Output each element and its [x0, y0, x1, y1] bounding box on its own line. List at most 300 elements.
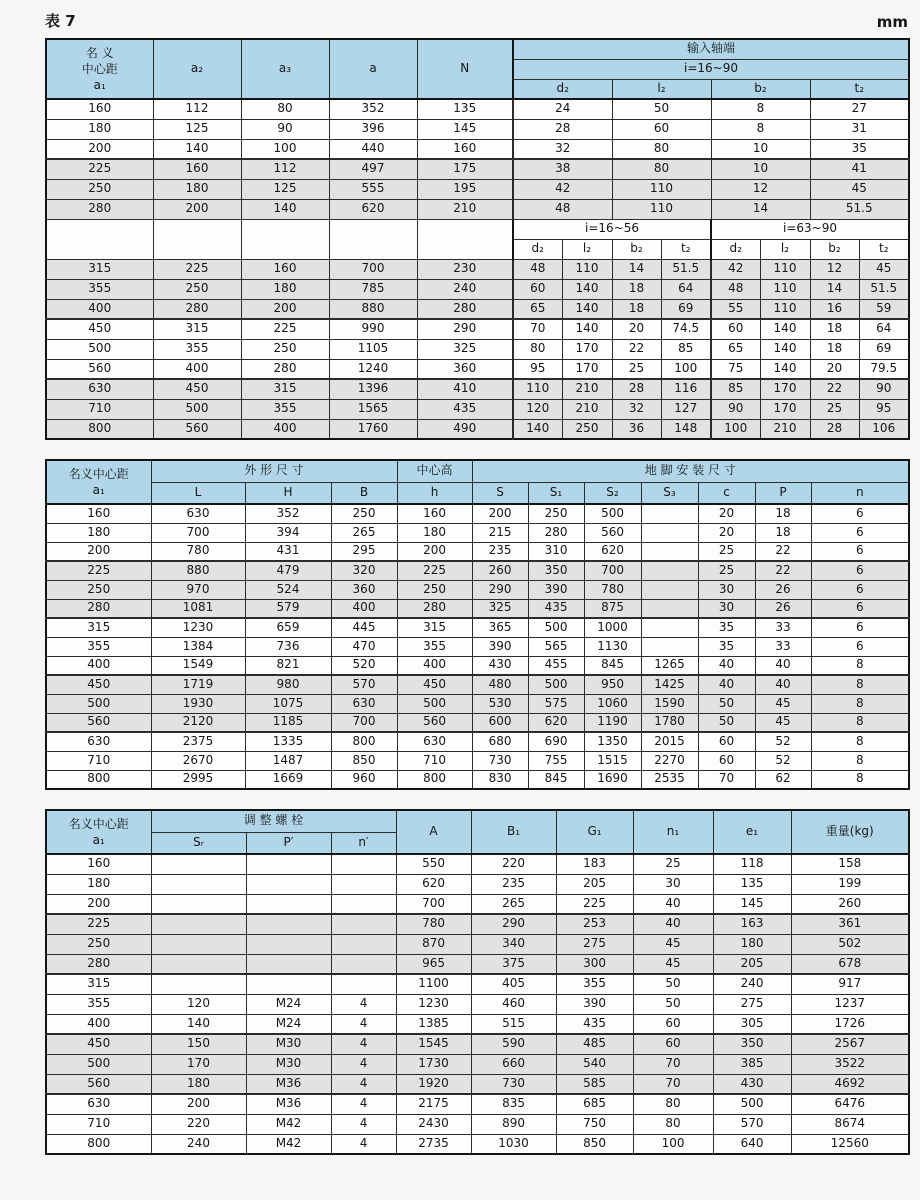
table-cell: 14	[810, 279, 859, 299]
table-cell: 33	[755, 618, 811, 637]
table-cell: 2995	[151, 770, 245, 789]
table-cell: 1760	[329, 419, 417, 439]
table-cell: 1590	[641, 694, 698, 713]
table-cell: 160	[397, 504, 472, 523]
table-cell: 490	[417, 419, 513, 439]
table-cell: 85	[661, 339, 711, 359]
table-cell: 240	[417, 279, 513, 299]
table-row	[46, 523, 909, 542]
table-cell: 225	[397, 561, 472, 580]
table-cell: 400	[397, 656, 472, 675]
table-row	[46, 854, 909, 874]
table-cell: 685	[556, 1094, 633, 1114]
header-d2: d₂	[513, 79, 612, 99]
table-cell: 700	[396, 894, 471, 914]
table-cell: 170	[760, 379, 810, 399]
header-a: a	[329, 39, 417, 99]
table-cell: 1100	[396, 974, 471, 994]
table-cell: M36	[246, 1074, 331, 1094]
subheader-l2: l₂	[562, 239, 612, 259]
table-cell: 1335	[245, 732, 331, 751]
table-cell: M24	[246, 994, 331, 1014]
table-cell: 140	[562, 279, 612, 299]
table-cell: 785	[329, 279, 417, 299]
table-cell: 850	[331, 751, 397, 770]
table-cell: 1350	[584, 732, 641, 751]
table-cell	[151, 854, 246, 874]
table-cell: 45	[859, 259, 909, 279]
table-cell: 18	[755, 504, 811, 523]
table-cell: 8674	[791, 1114, 909, 1134]
table-cell: 200	[241, 299, 329, 319]
table-cell: 280	[46, 954, 151, 974]
table-cell: 550	[396, 854, 471, 874]
table-cell: 470	[331, 637, 397, 656]
table-cell: 64	[859, 319, 909, 339]
table-cell: 240	[151, 1134, 246, 1154]
table-cell: 1237	[791, 994, 909, 1014]
table-cell: 210	[417, 199, 513, 219]
table-cell: 52	[755, 751, 811, 770]
header-weight: 重量(kg)	[791, 810, 909, 854]
table-cell: 14	[612, 259, 661, 279]
header-a1-line2: a₁	[92, 483, 105, 497]
table-row	[46, 637, 909, 656]
table-cell: 45	[755, 713, 811, 732]
subheader-i-range-high: i=63~90	[711, 219, 909, 239]
table-row	[46, 139, 909, 159]
subheader-b2: b₂	[612, 239, 661, 259]
table-cell: 140	[241, 199, 329, 219]
table-cell: 28	[612, 379, 661, 399]
table-cell: 140	[760, 339, 810, 359]
t3-rows	[46, 854, 909, 1154]
table-cell: 40	[698, 656, 755, 675]
table-cell: 450	[153, 379, 241, 399]
table-cell: 350	[713, 1034, 791, 1054]
table-cell: 325	[417, 339, 513, 359]
table-cell: 8	[811, 675, 909, 694]
table-cell: 24	[513, 99, 612, 119]
table-cell: 32	[513, 139, 612, 159]
table-cell: 352	[329, 99, 417, 119]
table-cell: 500	[46, 1054, 151, 1074]
table-cell: 50	[698, 694, 755, 713]
table-cell: 1075	[245, 694, 331, 713]
header-b2: b₂	[711, 79, 810, 99]
table-cell: 1780	[641, 713, 698, 732]
header-l2: l₂	[612, 79, 711, 99]
table-cell: 1690	[584, 770, 641, 789]
table-row	[46, 339, 909, 359]
table-cell: 180	[153, 179, 241, 199]
table-cell: 14	[711, 199, 810, 219]
table-cell: 375	[471, 954, 556, 974]
table-cell: 215	[472, 523, 528, 542]
table-cell: 1105	[329, 339, 417, 359]
table-cell: 80	[513, 339, 562, 359]
table-cell: 80	[633, 1094, 713, 1114]
table-cell: 880	[329, 299, 417, 319]
table-cell: 158	[791, 854, 909, 874]
table-cell: 110	[760, 259, 810, 279]
table-cell: 4	[331, 1134, 396, 1154]
table-cell	[151, 954, 246, 974]
table-cell: M36	[246, 1094, 331, 1114]
table-cell: 6476	[791, 1094, 909, 1114]
table-cell: 390	[528, 580, 584, 599]
table-cell: 385	[713, 1054, 791, 1074]
table-cell: 290	[471, 914, 556, 934]
header-Sr: Sᵣ	[151, 832, 246, 854]
table-cell: 2670	[151, 751, 245, 770]
table-cell: 500	[584, 504, 641, 523]
t1-rows-top	[46, 99, 909, 219]
table-cell: 135	[417, 99, 513, 119]
table-row	[46, 1114, 909, 1134]
subheader-t2: t₂	[661, 239, 711, 259]
table-cell: 110	[760, 279, 810, 299]
table-cell: 965	[396, 954, 471, 974]
table-input-shaft-dimensions	[45, 38, 910, 440]
table-cell: 690	[528, 732, 584, 751]
table-cell: 6	[811, 504, 909, 523]
table-cell: 220	[471, 854, 556, 874]
table-cell: 60	[513, 279, 562, 299]
table-cell: 60	[698, 732, 755, 751]
table-cell: 710	[46, 1114, 151, 1134]
table-cell: 110	[612, 179, 711, 199]
table-cell: 2735	[396, 1134, 471, 1154]
table-cell: 51.5	[810, 199, 909, 219]
table-cell: 800	[46, 419, 153, 439]
table-cell: 70	[698, 770, 755, 789]
table-cell: 163	[713, 914, 791, 934]
header-a1	[46, 39, 153, 99]
t2-header	[46, 460, 909, 504]
table-cell: 440	[329, 139, 417, 159]
table-cell: 95	[859, 399, 909, 419]
table-cell: 290	[472, 580, 528, 599]
table-cell: 220	[151, 1114, 246, 1134]
table-cell: 250	[46, 934, 151, 954]
table-cell: 30	[698, 599, 755, 618]
table-cell: 250	[46, 580, 151, 599]
table-row	[46, 1074, 909, 1094]
table-cell: 480	[472, 675, 528, 694]
table-cell: 32	[612, 399, 661, 419]
table-cell: 18	[612, 279, 661, 299]
table-cell: 45	[810, 179, 909, 199]
table-row	[46, 694, 909, 713]
table-cell: 253	[556, 914, 633, 934]
table-cell: 45	[633, 954, 713, 974]
table-cell: 630	[46, 1094, 151, 1114]
table-cell: 225	[46, 561, 151, 580]
table-cell	[331, 914, 396, 934]
table-cell: 205	[713, 954, 791, 974]
table-cell: 875	[584, 599, 641, 618]
table-cell: 1060	[584, 694, 641, 713]
table-cell: 410	[417, 379, 513, 399]
table-cell	[641, 637, 698, 656]
table-cell: 31	[810, 119, 909, 139]
table-cell: 110	[612, 199, 711, 219]
table-cell: 85	[711, 379, 760, 399]
table-cell: M42	[246, 1134, 331, 1154]
table-cell: 210	[760, 419, 810, 439]
table-cell	[151, 874, 246, 894]
table-cell: 225	[556, 894, 633, 914]
table-cell: 310	[528, 542, 584, 561]
table-cell: 64	[661, 279, 711, 299]
table-cell	[151, 914, 246, 934]
table-cell: 26	[755, 599, 811, 618]
table-cell: 30	[633, 874, 713, 894]
table-cell: 50	[633, 994, 713, 1014]
table-cell: 55	[711, 299, 760, 319]
table-cell: 917	[791, 974, 909, 994]
table-cell: 500	[46, 339, 153, 359]
table-cell: 450	[397, 675, 472, 694]
table-cell: 365	[472, 618, 528, 637]
header-a1-line2: a₁	[92, 833, 105, 847]
table-cell: 145	[417, 119, 513, 139]
table-cell: 502	[791, 934, 909, 954]
table-cell: 33	[755, 637, 811, 656]
table-row	[46, 994, 909, 1014]
table-cell: 1185	[245, 713, 331, 732]
table-cell: 6	[811, 542, 909, 561]
table-row	[46, 179, 909, 199]
table-cell: 355	[46, 994, 151, 1014]
table-cell: 1669	[245, 770, 331, 789]
table-cell: 25	[698, 542, 755, 561]
header-S: S	[472, 482, 528, 504]
table-row	[46, 874, 909, 894]
subheader-b2: b₂	[810, 239, 859, 259]
table-cell: 360	[417, 359, 513, 379]
table-cell: 700	[331, 713, 397, 732]
table-cell: 1565	[329, 399, 417, 419]
table-cell: 280	[417, 299, 513, 319]
table-cell: 845	[528, 770, 584, 789]
table-cell: 800	[397, 770, 472, 789]
table-cell: 25	[810, 399, 859, 419]
table-cell: 500	[528, 618, 584, 637]
table-cell: 70	[633, 1054, 713, 1074]
table-cell: 8	[711, 119, 810, 139]
table-cell: 880	[151, 561, 245, 580]
table-cell: 160	[417, 139, 513, 159]
table-cell: 400	[153, 359, 241, 379]
table-cell: 355	[556, 974, 633, 994]
table-cell: 180	[46, 119, 153, 139]
table-cell: 180	[397, 523, 472, 542]
table-cell: 1730	[396, 1054, 471, 1074]
table-cell: 250	[331, 504, 397, 523]
table-cell: 845	[584, 656, 641, 675]
table-cell: 430	[713, 1074, 791, 1094]
table-cell: 265	[471, 894, 556, 914]
empty-cell	[329, 219, 417, 259]
header-h: h	[397, 482, 472, 504]
table-cell: 305	[713, 1014, 791, 1034]
table-cell: 225	[241, 319, 329, 339]
table-cell: 4	[331, 1114, 396, 1134]
table-cell: 210	[562, 399, 612, 419]
table-cell: 112	[153, 99, 241, 119]
table-cell: 710	[46, 751, 151, 770]
table-cell: 35	[698, 618, 755, 637]
table-cell: 280	[46, 599, 151, 618]
table-cell: 225	[46, 159, 153, 179]
table-cell: 40	[633, 914, 713, 934]
table-cell: 145	[713, 894, 791, 914]
table-cell: 960	[331, 770, 397, 789]
table-cell	[641, 504, 698, 523]
table-row	[46, 580, 909, 599]
table-cell: 10	[711, 159, 810, 179]
table-cell	[331, 854, 396, 874]
table-row	[46, 199, 909, 219]
t1-separator	[46, 219, 909, 259]
table-cell: 1081	[151, 599, 245, 618]
table-cell: 22	[810, 379, 859, 399]
table-cell	[641, 599, 698, 618]
table-row	[46, 319, 909, 339]
t3-header	[46, 810, 909, 854]
table-row	[46, 732, 909, 751]
table-cell: 80	[241, 99, 329, 119]
t1-separator-row-ranges	[46, 219, 909, 239]
table-cell: 48	[513, 199, 612, 219]
table-cell: 590	[471, 1034, 556, 1054]
table-cell: 780	[151, 542, 245, 561]
table-cell: 990	[329, 319, 417, 339]
table-cell: 1230	[151, 618, 245, 637]
table-cell: 315	[397, 618, 472, 637]
header-a1-line2: 中心距	[81, 61, 118, 76]
table-cell: 431	[245, 542, 331, 561]
table-cell: 12560	[791, 1134, 909, 1154]
table-cell: 455	[528, 656, 584, 675]
table-cell: 460	[471, 994, 556, 1014]
table-cell: 195	[417, 179, 513, 199]
table-cell: 90	[859, 379, 909, 399]
table-cell: 700	[584, 561, 641, 580]
table-cell: 1726	[791, 1014, 909, 1034]
header-P-prime: P′	[246, 832, 331, 854]
table-cell: 570	[713, 1114, 791, 1134]
table-cell: 160	[153, 159, 241, 179]
table-cell: 12	[711, 179, 810, 199]
table-cell: 150	[151, 1034, 246, 1054]
table-cell: 80	[633, 1114, 713, 1134]
table-cell: 18	[810, 319, 859, 339]
table-cell: 6	[811, 637, 909, 656]
table-cell: 80	[612, 159, 711, 179]
table-cell: 41	[810, 159, 909, 179]
table-cell: 850	[556, 1134, 633, 1154]
unit-label: mm	[876, 13, 908, 31]
table-cell: 315	[241, 379, 329, 399]
table-cell: 110	[513, 379, 562, 399]
table-cell: 260	[791, 894, 909, 914]
table-cell: 36	[612, 419, 661, 439]
table-cell: 25	[612, 359, 661, 379]
t1-header	[46, 39, 909, 99]
table-cell: 485	[556, 1034, 633, 1054]
table-cell: 835	[471, 1094, 556, 1114]
table-cell: 60	[633, 1034, 713, 1054]
table-cell: 8	[811, 694, 909, 713]
table-cell: 200	[151, 1094, 246, 1114]
table-cell: 160	[46, 854, 151, 874]
table-cell: 200	[46, 894, 151, 914]
table-cell: 2375	[151, 732, 245, 751]
table-row	[46, 259, 909, 279]
table-cell: 18	[755, 523, 811, 542]
table-cell: 69	[661, 299, 711, 319]
table-cell: 38	[513, 159, 612, 179]
header-e1: e₁	[713, 810, 791, 854]
subheader-i-range-low: i=16~56	[513, 219, 711, 239]
table-cell: 870	[396, 934, 471, 954]
table-cell: 200	[472, 504, 528, 523]
header-a1	[46, 460, 151, 504]
table-cell: 560	[397, 713, 472, 732]
table-row	[46, 675, 909, 694]
table-cell: 280	[528, 523, 584, 542]
table-cell: 79.5	[859, 359, 909, 379]
table-cell: 42	[513, 179, 612, 199]
table-cell: 6	[811, 618, 909, 637]
table-row	[46, 894, 909, 914]
table-row	[46, 99, 909, 119]
table-cell: 175	[417, 159, 513, 179]
table-cell	[246, 934, 331, 954]
empty-cell	[241, 219, 329, 259]
table-cell: 560	[153, 419, 241, 439]
table-cell: 620	[329, 199, 417, 219]
table-cell: 51.5	[859, 279, 909, 299]
table-cell: 315	[46, 974, 151, 994]
table-cell: 8	[811, 751, 909, 770]
table-row	[46, 1034, 909, 1054]
table-cell: 630	[46, 379, 153, 399]
subheader-d2: d₂	[513, 239, 562, 259]
table-cell: 42	[711, 259, 760, 279]
table-cell: 435	[556, 1014, 633, 1034]
table-outline-mounting-dimensions	[45, 459, 910, 790]
table-row	[46, 379, 909, 399]
table-row	[46, 914, 909, 934]
table-cell: 1930	[151, 694, 245, 713]
table-cell: 1030	[471, 1134, 556, 1154]
table-cell: 40	[755, 675, 811, 694]
table-cell: 230	[417, 259, 513, 279]
table-cell: 575	[528, 694, 584, 713]
table-cell: 680	[472, 732, 528, 751]
table-cell: 678	[791, 954, 909, 974]
table-cell: 780	[584, 580, 641, 599]
table-cell: 8	[811, 713, 909, 732]
table-cell: 390	[472, 637, 528, 656]
table-cell: 120	[151, 994, 246, 1014]
table-cell: 22	[612, 339, 661, 359]
table-cell: 140	[153, 139, 241, 159]
